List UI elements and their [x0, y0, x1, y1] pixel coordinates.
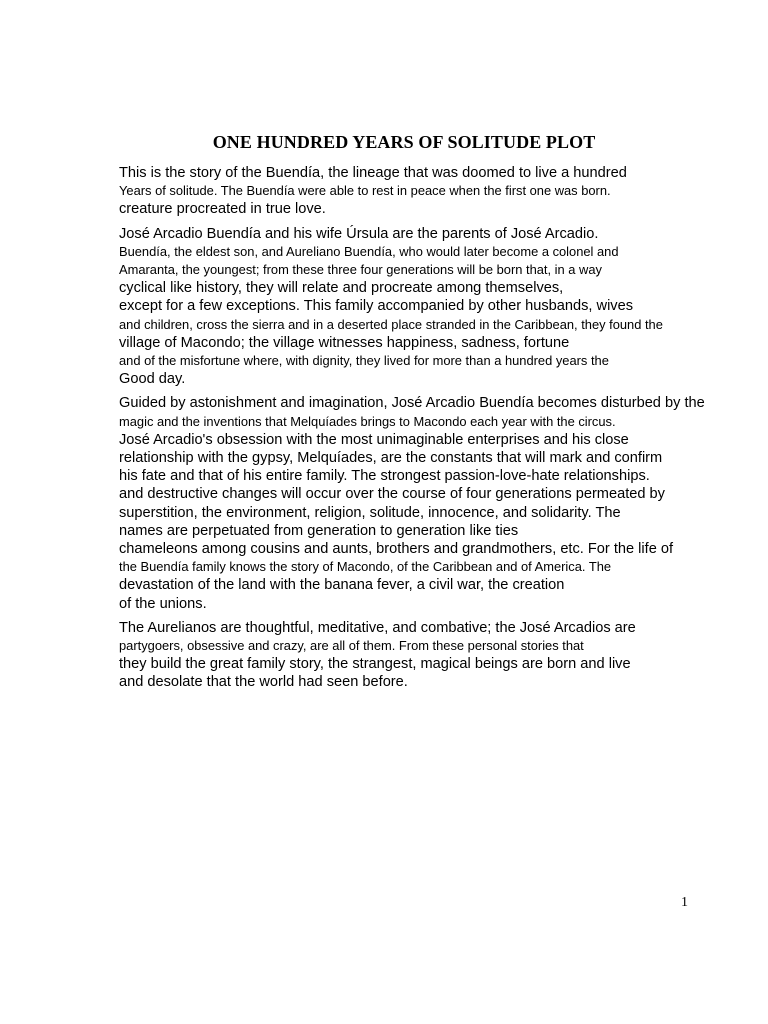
text-line: and of the misfortune where, with dignity, they lived for more than a hundred years the — [119, 353, 609, 369]
text-line: and destructive changes will occur over the course of four generations permeated by — [119, 486, 665, 503]
text-line: José Arcadio's obsession with the most unimaginable enterprises and his close — [119, 431, 629, 448]
text-line: magic and the inventions that Melquíades brings to Macondo each year with the circus. — [119, 413, 616, 429]
text-line: devastation of the land with the banana fever, a civil war, the creation — [119, 577, 565, 594]
text-line: his fate and that of his entire family. The strongest passion-love-hate relationships. — [119, 468, 650, 485]
text-line: partygoers, obsessive and crazy, are all of them. From these personal stories that — [119, 638, 584, 654]
text-line: the Buendía family knows the story of Macondo, of the Caribbean and of America. The — [119, 559, 612, 575]
text-line: except for a few exceptions. This family accompanied by other husbands, wives — [119, 298, 634, 315]
text-line: Buendía, the eldest son, and Aureliano Buendía, who would later become a colonel and — [119, 243, 619, 259]
text-line: chameleons among cousins and aunts, brothers and grandmothers, etc. For the life of — [119, 541, 674, 558]
page-title: ONE HUNDRED YEARS OF SOLITUDE PLOT — [212, 132, 596, 152]
text-line: Years of solitude. The Buendía were able to rest in peace when the first one was born. — [119, 183, 611, 199]
text-line: they build the great family story, the strangest, magical beings are born and live — [119, 656, 631, 673]
text-line: cyclical like history, they will relate and procreate among themselves, — [119, 280, 564, 297]
text-line: names are perpetuated from generation to generation like ties — [119, 522, 519, 539]
text-line: This is the story of the Buendía, the lineage that was doomed to live a hundred — [119, 165, 627, 181]
text-line: Guided by astonishment and imagination, José Arcadio Buendía becomes disturbed by the — [119, 395, 705, 412]
page-number: 1 — [681, 895, 688, 910]
document-body — [119, 164, 759, 698]
paragraph-2 — [119, 225, 759, 389]
paragraph-4 — [119, 619, 759, 692]
text-line: village of Macondo; the village witnesses happiness, sadness, fortune — [119, 334, 570, 351]
text-line: Amaranta, the youngest; from these three four generations will be born that, in a way — [119, 262, 602, 278]
paragraph-3 — [119, 394, 759, 612]
text-line: and desolate that the world had seen before. — [119, 674, 408, 691]
text-line: relationship with the gypsy, Melquíades, are the constants that will mark and confirm — [119, 450, 663, 467]
text-line: Good day. — [119, 371, 186, 388]
text-line: The Aurelianos are thoughtful, meditative, and combative; the José Arcadios are — [119, 619, 636, 636]
text-line: of the unions. — [119, 595, 207, 612]
text-line: José Arcadio Buendía and his wife Úrsula are the parents of José Arcadio. — [119, 225, 599, 242]
text-line: and children, cross the sierra and in a deserted place stranded in the Caribbean, they found the — [119, 316, 663, 332]
text-line: creature procreated in true love. — [119, 201, 326, 218]
paragraph-1 — [119, 164, 759, 219]
text-line: superstition, the environment, religion, solitude, innocence, and solidarity. The — [119, 504, 621, 521]
